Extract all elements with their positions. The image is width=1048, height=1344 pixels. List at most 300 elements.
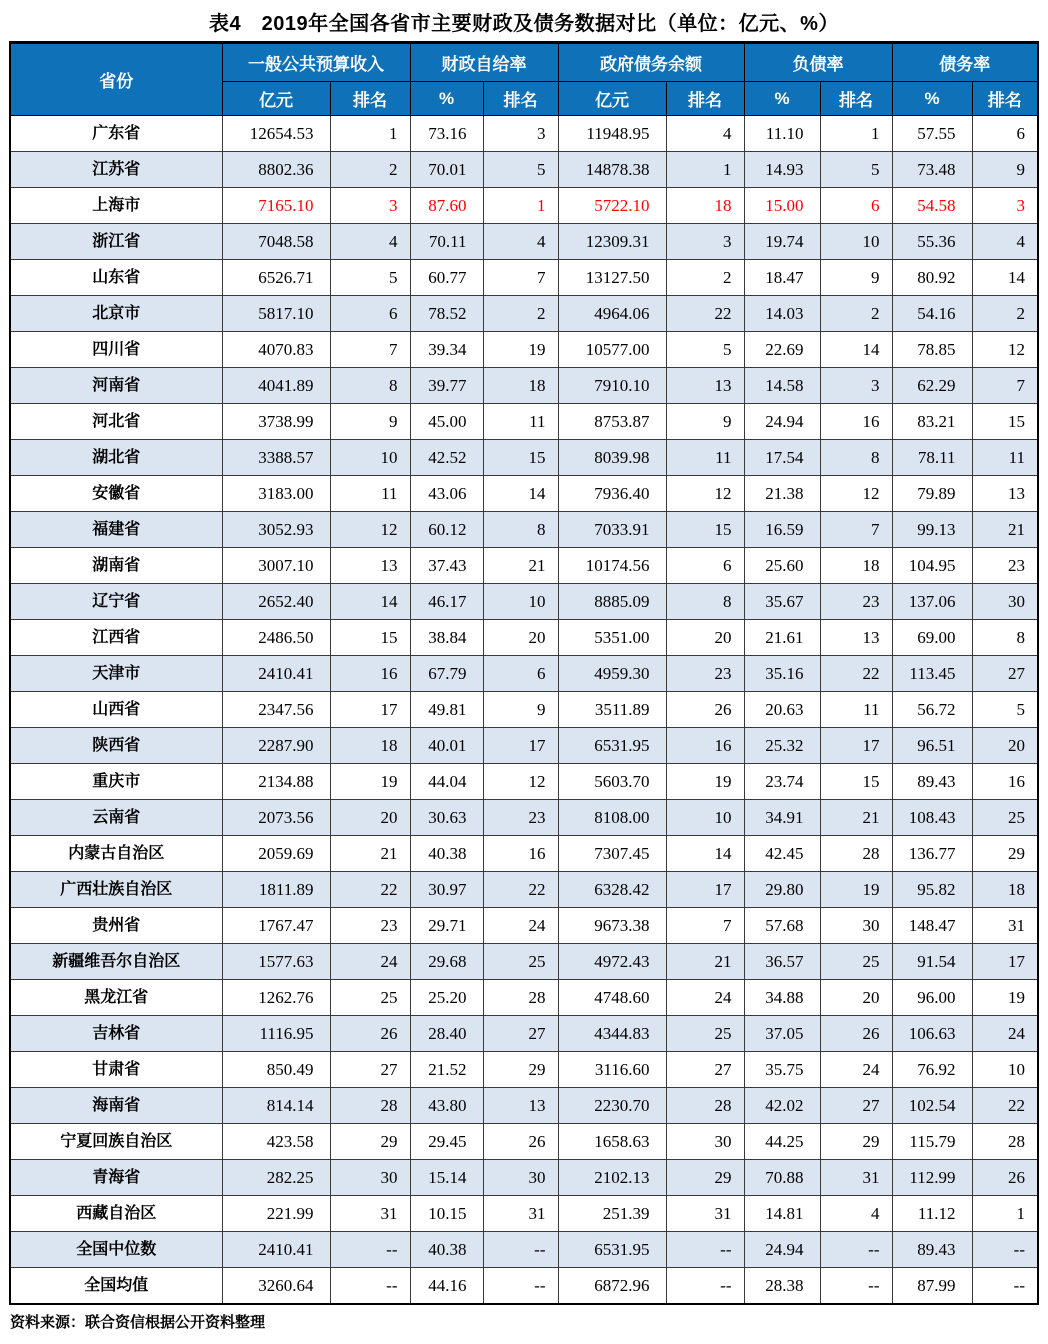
table-row <box>10 1052 1038 1088</box>
value-cell: 2102.13 <box>558 1160 666 1196</box>
value-cell: 37.05 <box>744 1016 820 1052</box>
rank-cell: 14 <box>666 836 744 872</box>
value-cell: 30.97 <box>410 872 483 908</box>
rank-cell: 3 <box>820 368 892 404</box>
table-row <box>10 764 1038 800</box>
rank-cell: 23 <box>972 548 1038 584</box>
rank-cell: 17 <box>820 728 892 764</box>
rank-cell: 18 <box>330 728 410 764</box>
rank-cell: 25 <box>483 944 558 980</box>
value-cell: 106.63 <box>892 1016 972 1052</box>
subheader-unit: 亿元 <box>222 82 330 116</box>
province-cell: 全国均值 <box>10 1268 222 1305</box>
rank-cell: -- <box>820 1232 892 1268</box>
rank-cell: 3 <box>330 188 410 224</box>
value-cell: 2347.56 <box>222 692 330 728</box>
value-cell: 5351.00 <box>558 620 666 656</box>
rank-cell: 24 <box>330 944 410 980</box>
rank-cell: 14 <box>330 584 410 620</box>
subheader-unit: 亿元 <box>558 82 666 116</box>
rank-cell: 10 <box>820 224 892 260</box>
rank-cell: 5 <box>820 152 892 188</box>
rank-cell: 25 <box>330 980 410 1016</box>
rank-cell: 13 <box>330 548 410 584</box>
value-cell: 44.25 <box>744 1124 820 1160</box>
value-cell: 35.67 <box>744 584 820 620</box>
rank-cell: -- <box>330 1232 410 1268</box>
value-cell: 11.12 <box>892 1196 972 1232</box>
rank-cell: 1 <box>666 152 744 188</box>
rank-cell: 29 <box>483 1052 558 1088</box>
rank-cell: 8 <box>820 440 892 476</box>
province-cell: 天津市 <box>10 656 222 692</box>
rank-cell: 14 <box>483 476 558 512</box>
table-row <box>10 692 1038 728</box>
rank-cell: 26 <box>330 1016 410 1052</box>
subheader-unit: % <box>744 82 820 116</box>
value-cell: 46.17 <box>410 584 483 620</box>
rank-cell: 16 <box>483 836 558 872</box>
value-cell: 8039.98 <box>558 440 666 476</box>
value-cell: 40.38 <box>410 1232 483 1268</box>
table-row <box>10 476 1038 512</box>
table-row <box>10 116 1038 152</box>
province-cell: 北京市 <box>10 296 222 332</box>
rank-cell: 21 <box>972 512 1038 548</box>
value-cell: 25.20 <box>410 980 483 1016</box>
rank-cell: 7 <box>820 512 892 548</box>
value-cell: 14.81 <box>744 1196 820 1232</box>
value-cell: 34.91 <box>744 800 820 836</box>
rank-cell: 24 <box>820 1052 892 1088</box>
value-cell: 25.60 <box>744 548 820 584</box>
value-cell: 30.63 <box>410 800 483 836</box>
value-cell: 36.57 <box>744 944 820 980</box>
value-cell: 78.11 <box>892 440 972 476</box>
value-cell: 814.14 <box>222 1088 330 1124</box>
value-cell: 7048.58 <box>222 224 330 260</box>
value-cell: 5722.10 <box>558 188 666 224</box>
rank-cell: 14 <box>820 332 892 368</box>
table-row <box>10 908 1038 944</box>
subheader-unit: % <box>410 82 483 116</box>
table-row <box>10 944 1038 980</box>
rank-cell: 23 <box>666 656 744 692</box>
value-cell: 18.47 <box>744 260 820 296</box>
value-cell: 4959.30 <box>558 656 666 692</box>
value-cell: 2652.40 <box>222 584 330 620</box>
value-cell: 57.55 <box>892 116 972 152</box>
value-cell: 87.99 <box>892 1268 972 1305</box>
value-cell: 3052.93 <box>222 512 330 548</box>
rank-cell: 11 <box>330 476 410 512</box>
rank-cell: 30 <box>330 1160 410 1196</box>
rank-cell: 18 <box>483 368 558 404</box>
value-cell: 136.77 <box>892 836 972 872</box>
rank-cell: 23 <box>483 800 558 836</box>
province-cell: 山西省 <box>10 692 222 728</box>
rank-cell: 20 <box>820 980 892 1016</box>
value-cell: 6328.42 <box>558 872 666 908</box>
value-cell: 96.51 <box>892 728 972 764</box>
value-cell: 39.77 <box>410 368 483 404</box>
value-cell: 1577.63 <box>222 944 330 980</box>
table-row <box>10 800 1038 836</box>
value-cell: 6872.96 <box>558 1268 666 1305</box>
table-row <box>10 620 1038 656</box>
province-cell: 贵州省 <box>10 908 222 944</box>
value-cell: 73.48 <box>892 152 972 188</box>
table-row <box>10 1196 1038 1232</box>
rank-cell: 30 <box>820 908 892 944</box>
value-cell: 45.00 <box>410 404 483 440</box>
value-cell: 28.40 <box>410 1016 483 1052</box>
value-cell: 44.04 <box>410 764 483 800</box>
value-cell: 17.54 <box>744 440 820 476</box>
value-cell: 76.92 <box>892 1052 972 1088</box>
province-cell: 浙江省 <box>10 224 222 260</box>
table-row <box>10 1016 1038 1052</box>
rank-cell: 8 <box>330 368 410 404</box>
rank-cell: 27 <box>483 1016 558 1052</box>
table-row <box>10 296 1038 332</box>
value-cell: 14.03 <box>744 296 820 332</box>
province-cell: 吉林省 <box>10 1016 222 1052</box>
value-cell: 148.47 <box>892 908 972 944</box>
value-cell: 16.59 <box>744 512 820 548</box>
rank-cell: -- <box>666 1232 744 1268</box>
province-cell: 内蒙古自治区 <box>10 836 222 872</box>
table-row <box>10 368 1038 404</box>
table-row <box>10 1088 1038 1124</box>
rank-cell: 19 <box>483 332 558 368</box>
value-cell: 1658.63 <box>558 1124 666 1160</box>
value-cell: 4964.06 <box>558 296 666 332</box>
province-cell: 山东省 <box>10 260 222 296</box>
province-cell: 上海市 <box>10 188 222 224</box>
value-cell: 35.16 <box>744 656 820 692</box>
rank-cell: 19 <box>820 872 892 908</box>
value-cell: 78.52 <box>410 296 483 332</box>
rank-cell: 10 <box>330 440 410 476</box>
rank-cell: 20 <box>666 620 744 656</box>
province-cell: 辽宁省 <box>10 584 222 620</box>
rank-cell: -- <box>330 1268 410 1305</box>
rank-cell: 11 <box>820 692 892 728</box>
province-cell: 河北省 <box>10 404 222 440</box>
table-row <box>10 1232 1038 1268</box>
header-province: 省份 <box>10 43 222 116</box>
rank-cell: 6 <box>483 656 558 692</box>
value-cell: 102.54 <box>892 1088 972 1124</box>
value-cell: 2287.90 <box>222 728 330 764</box>
rank-cell: 11 <box>666 440 744 476</box>
value-cell: 14.58 <box>744 368 820 404</box>
rank-cell: 10 <box>972 1052 1038 1088</box>
value-cell: 44.16 <box>410 1268 483 1305</box>
rank-cell: 9 <box>483 692 558 728</box>
value-cell: 3738.99 <box>222 404 330 440</box>
rank-cell: 26 <box>972 1160 1038 1196</box>
table-row <box>10 728 1038 764</box>
rank-cell: 18 <box>972 872 1038 908</box>
table-row <box>10 548 1038 584</box>
rank-cell: 2 <box>483 296 558 332</box>
value-cell: 10577.00 <box>558 332 666 368</box>
subheader-rank: 排名 <box>972 82 1038 116</box>
rank-cell: 13 <box>666 368 744 404</box>
value-cell: 21.52 <box>410 1052 483 1088</box>
province-cell: 河南省 <box>10 368 222 404</box>
rank-cell: 12 <box>666 476 744 512</box>
province-cell: 全国中位数 <box>10 1232 222 1268</box>
value-cell: 423.58 <box>222 1124 330 1160</box>
table-header <box>10 43 1038 116</box>
rank-cell: 13 <box>483 1088 558 1124</box>
fiscal-debt-table <box>9 41 1039 1305</box>
rank-cell: 25 <box>666 1016 744 1052</box>
value-cell: 10.15 <box>410 1196 483 1232</box>
value-cell: 43.80 <box>410 1088 483 1124</box>
value-cell: 19.74 <box>744 224 820 260</box>
value-cell: 3007.10 <box>222 548 330 584</box>
table-row <box>10 872 1038 908</box>
rank-cell: 15 <box>483 440 558 476</box>
rank-cell: 16 <box>820 404 892 440</box>
rank-cell: 7 <box>483 260 558 296</box>
rank-cell: 4 <box>820 1196 892 1232</box>
rank-cell: 4 <box>330 224 410 260</box>
value-cell: 113.45 <box>892 656 972 692</box>
rank-cell: 25 <box>972 800 1038 836</box>
value-cell: 2134.88 <box>222 764 330 800</box>
rank-cell: 3 <box>666 224 744 260</box>
table-row <box>10 332 1038 368</box>
rank-cell: 5 <box>972 692 1038 728</box>
province-cell: 陕西省 <box>10 728 222 764</box>
province-cell: 海南省 <box>10 1088 222 1124</box>
subheader-rank: 排名 <box>666 82 744 116</box>
value-cell: 11948.95 <box>558 116 666 152</box>
rank-cell: 31 <box>483 1196 558 1232</box>
rank-cell: 7 <box>972 368 1038 404</box>
value-cell: 8885.09 <box>558 584 666 620</box>
rank-cell: 29 <box>330 1124 410 1160</box>
value-cell: 3116.60 <box>558 1052 666 1088</box>
value-cell: 70.11 <box>410 224 483 260</box>
rank-cell: 10 <box>483 584 558 620</box>
rank-cell: 28 <box>330 1088 410 1124</box>
value-cell: 67.79 <box>410 656 483 692</box>
value-cell: 11.10 <box>744 116 820 152</box>
rank-cell: 14 <box>972 260 1038 296</box>
value-cell: 104.95 <box>892 548 972 584</box>
rank-cell: 11 <box>483 404 558 440</box>
value-cell: 7307.45 <box>558 836 666 872</box>
value-cell: 14878.38 <box>558 152 666 188</box>
table-row <box>10 1124 1038 1160</box>
table-body <box>10 116 1038 1305</box>
rank-cell: 12 <box>330 512 410 548</box>
rank-cell: 31 <box>820 1160 892 1196</box>
value-cell: 4041.89 <box>222 368 330 404</box>
value-cell: 2059.69 <box>222 836 330 872</box>
province-cell: 江苏省 <box>10 152 222 188</box>
rank-cell: 30 <box>666 1124 744 1160</box>
value-cell: 29.80 <box>744 872 820 908</box>
rank-cell: 19 <box>972 980 1038 1016</box>
value-cell: 6531.95 <box>558 1232 666 1268</box>
value-cell: 115.79 <box>892 1124 972 1160</box>
rank-cell: 31 <box>330 1196 410 1232</box>
value-cell: 95.82 <box>892 872 972 908</box>
value-cell: 21.61 <box>744 620 820 656</box>
value-cell: 80.92 <box>892 260 972 296</box>
table-row <box>10 188 1038 224</box>
rank-cell: 25 <box>820 944 892 980</box>
rank-cell: 17 <box>330 692 410 728</box>
header-group-debt-ratio: 债务率 <box>892 43 1038 82</box>
value-cell: 5603.70 <box>558 764 666 800</box>
rank-cell: 1 <box>820 116 892 152</box>
rank-cell: 17 <box>972 944 1038 980</box>
subheader-rank: 排名 <box>330 82 410 116</box>
value-cell: 34.88 <box>744 980 820 1016</box>
rank-cell: 12 <box>483 764 558 800</box>
rank-cell: 3 <box>972 188 1038 224</box>
value-cell: 49.81 <box>410 692 483 728</box>
value-cell: 10174.56 <box>558 548 666 584</box>
province-cell: 湖南省 <box>10 548 222 584</box>
province-cell: 青海省 <box>10 1160 222 1196</box>
rank-cell: 26 <box>820 1016 892 1052</box>
rank-cell: 1 <box>483 188 558 224</box>
value-cell: 99.13 <box>892 512 972 548</box>
value-cell: 42.52 <box>410 440 483 476</box>
rank-cell: 20 <box>330 800 410 836</box>
province-cell: 四川省 <box>10 332 222 368</box>
value-cell: 25.32 <box>744 728 820 764</box>
province-cell: 江西省 <box>10 620 222 656</box>
value-cell: 24.94 <box>744 404 820 440</box>
rank-cell: 3 <box>483 116 558 152</box>
value-cell: 850.49 <box>222 1052 330 1088</box>
value-cell: 5817.10 <box>222 296 330 332</box>
rank-cell: 1 <box>330 116 410 152</box>
table-row <box>10 404 1038 440</box>
value-cell: 56.72 <box>892 692 972 728</box>
rank-cell: 21 <box>483 548 558 584</box>
rank-cell: 16 <box>972 764 1038 800</box>
province-cell: 广东省 <box>10 116 222 152</box>
rank-cell: 9 <box>820 260 892 296</box>
value-cell: 24.94 <box>744 1232 820 1268</box>
value-cell: 7910.10 <box>558 368 666 404</box>
rank-cell: 22 <box>330 872 410 908</box>
table-row <box>10 980 1038 1016</box>
value-cell: 8108.00 <box>558 800 666 836</box>
table-row <box>10 224 1038 260</box>
value-cell: 2410.41 <box>222 656 330 692</box>
rank-cell: 24 <box>483 908 558 944</box>
rank-cell: 29 <box>820 1124 892 1160</box>
table-title: 表4 2019年全国各省市主要财政及债务数据对比（单位：亿元、%） <box>209 13 839 35</box>
value-cell: 29.71 <box>410 908 483 944</box>
rank-cell: 17 <box>483 728 558 764</box>
source-note: 资料来源：联合资信根据公开资料整理 <box>10 1314 266 1331</box>
value-cell: 42.45 <box>744 836 820 872</box>
header-group-liability-ratio: 负债率 <box>744 43 892 82</box>
value-cell: 70.88 <box>744 1160 820 1196</box>
value-cell: 73.16 <box>410 116 483 152</box>
value-cell: 8753.87 <box>558 404 666 440</box>
rank-cell: 8 <box>972 620 1038 656</box>
value-cell: 37.43 <box>410 548 483 584</box>
value-cell: 60.12 <box>410 512 483 548</box>
value-cell: 13127.50 <box>558 260 666 296</box>
rank-cell: 4 <box>972 224 1038 260</box>
value-cell: 89.43 <box>892 1232 972 1268</box>
value-cell: 20.63 <box>744 692 820 728</box>
province-cell: 广西壮族自治区 <box>10 872 222 908</box>
rank-cell: 4 <box>483 224 558 260</box>
value-cell: 1767.47 <box>222 908 330 944</box>
rank-cell: 22 <box>820 656 892 692</box>
province-cell: 黑龙江省 <box>10 980 222 1016</box>
value-cell: 69.00 <box>892 620 972 656</box>
rank-cell: -- <box>972 1232 1038 1268</box>
value-cell: 2230.70 <box>558 1088 666 1124</box>
rank-cell: 18 <box>666 188 744 224</box>
rank-cell: 17 <box>666 872 744 908</box>
rank-cell: 20 <box>483 620 558 656</box>
value-cell: 54.58 <box>892 188 972 224</box>
rank-cell: 5 <box>666 332 744 368</box>
value-cell: 8802.36 <box>222 152 330 188</box>
value-cell: 3388.57 <box>222 440 330 476</box>
value-cell: 12654.53 <box>222 116 330 152</box>
province-cell: 云南省 <box>10 800 222 836</box>
rank-cell: 23 <box>330 908 410 944</box>
rank-cell: 22 <box>972 1088 1038 1124</box>
value-cell: 87.60 <box>410 188 483 224</box>
table-row <box>10 836 1038 872</box>
value-cell: 1811.89 <box>222 872 330 908</box>
value-cell: 43.06 <box>410 476 483 512</box>
value-cell: 29.68 <box>410 944 483 980</box>
value-cell: 55.36 <box>892 224 972 260</box>
value-cell: 4070.83 <box>222 332 330 368</box>
value-cell: 137.06 <box>892 584 972 620</box>
table-row <box>10 512 1038 548</box>
table-row <box>10 1160 1038 1196</box>
rank-cell: 27 <box>972 656 1038 692</box>
value-cell: 6526.71 <box>222 260 330 296</box>
rank-cell: 9 <box>330 404 410 440</box>
province-cell: 安徽省 <box>10 476 222 512</box>
value-cell: 1262.76 <box>222 980 330 1016</box>
value-cell: 78.85 <box>892 332 972 368</box>
value-cell: 23.74 <box>744 764 820 800</box>
rank-cell: 19 <box>330 764 410 800</box>
value-cell: 2073.56 <box>222 800 330 836</box>
value-cell: 112.99 <box>892 1160 972 1196</box>
rank-cell: -- <box>483 1232 558 1268</box>
rank-cell: 13 <box>820 620 892 656</box>
rank-cell: 24 <box>666 980 744 1016</box>
rank-cell: 10 <box>666 800 744 836</box>
value-cell: 57.68 <box>744 908 820 944</box>
